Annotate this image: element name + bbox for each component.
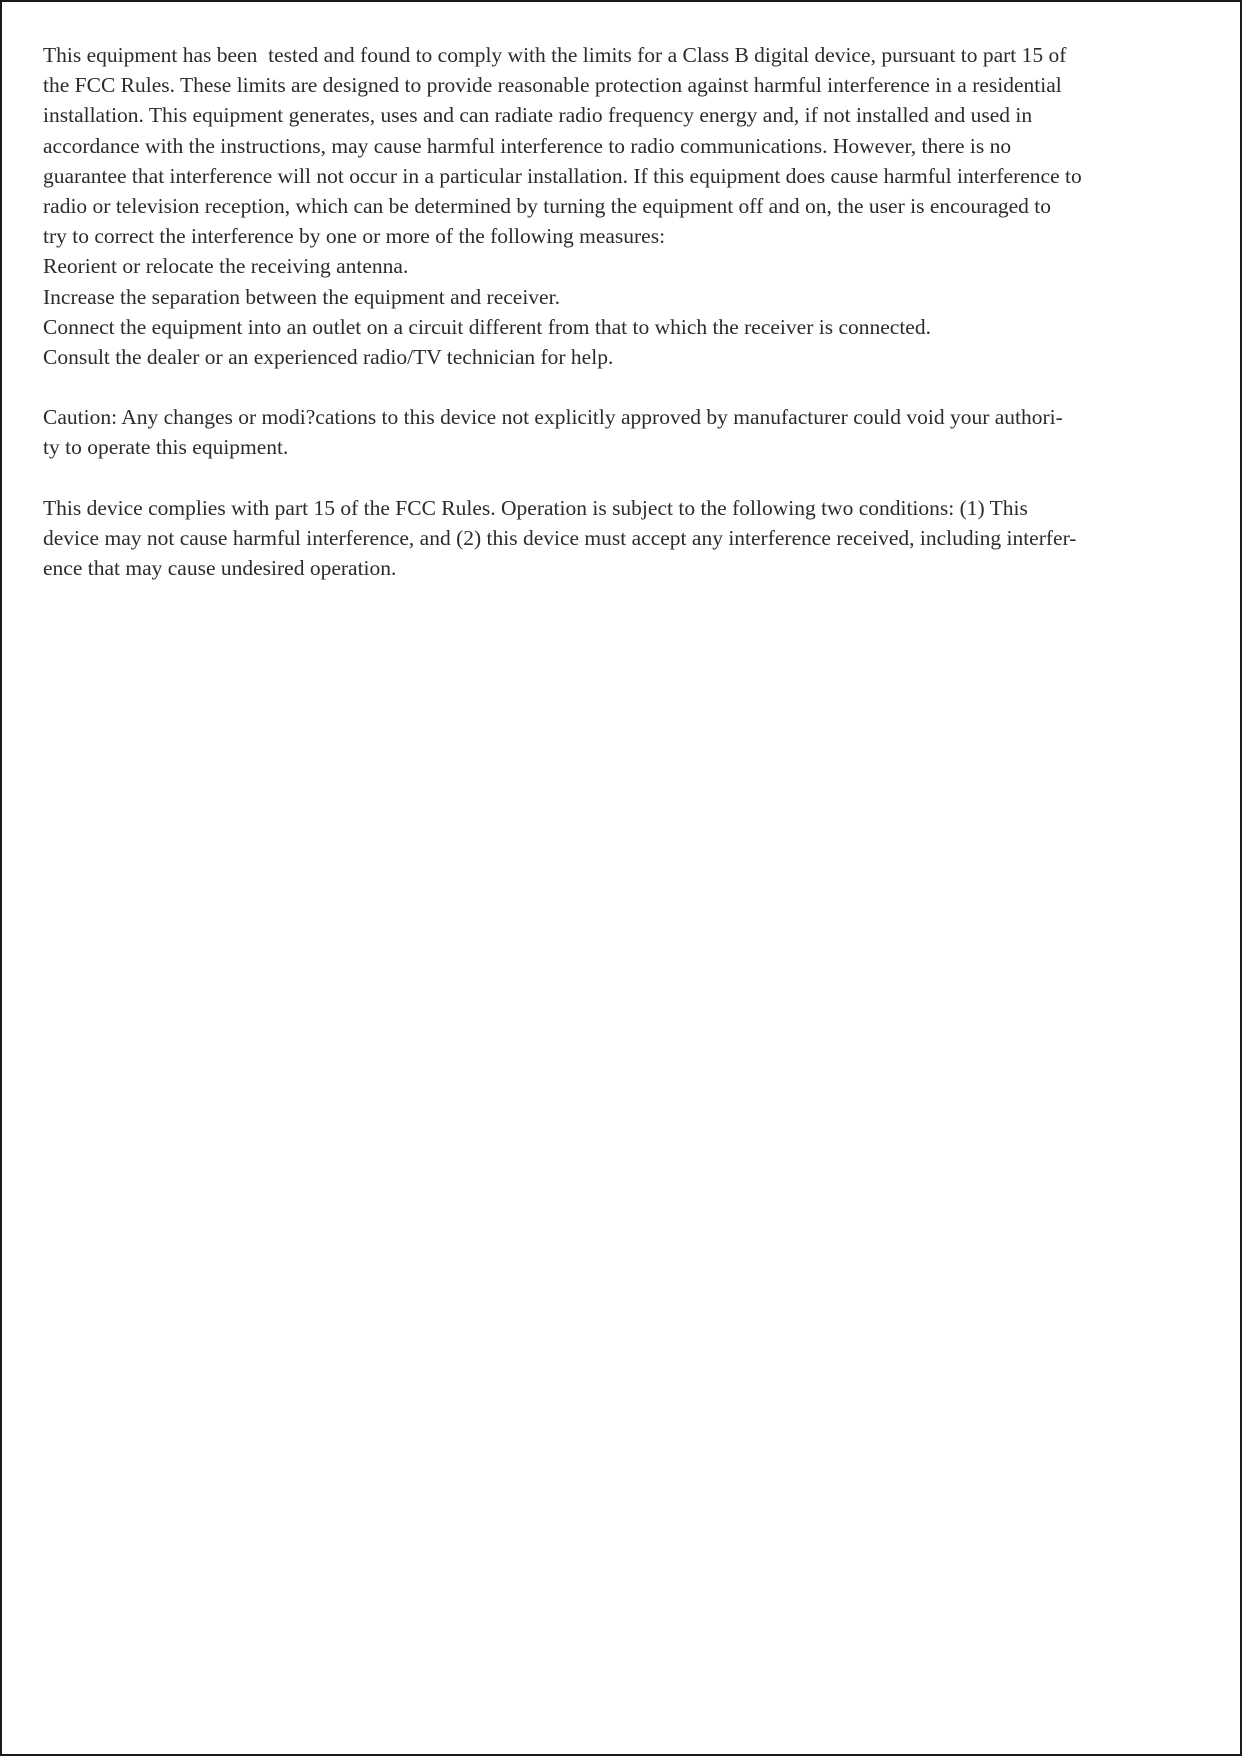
text-line: ence that may cause undesired operation. xyxy=(43,556,397,581)
text-line: radio or television reception, which can be determined by turning the equipment off and on, the user is encouraged to xyxy=(43,194,1052,219)
text-line: ty to operate this equipment. xyxy=(43,435,289,460)
text-line: installation. This equipment generates, uses and can radiate radio frequency energy and, if not installed and used in xyxy=(43,103,1033,128)
text-line: This device complies with part 15 of the FCC Rules. Operation is subject to the following two conditions: (1) This xyxy=(43,495,1028,520)
text-line: Caution: Any changes or modi?cations to this device not explicitly approved by manufacturer could void your authori- xyxy=(43,405,1063,430)
measure-item: Consult the dealer or an experienced radio/TV technician for help. xyxy=(43,345,614,370)
measure-item: Connect the equipment into an outlet on a circuit different from that to which the receiver is connected. xyxy=(43,314,931,339)
text-line: try to correct the interference by one or more of the following measures: xyxy=(43,224,666,249)
compliance-paragraph xyxy=(43,493,1200,584)
text-line: the FCC Rules. These limits are designed to provide reasonable protection against harmful interference in a residential xyxy=(43,73,1062,98)
text-line: guarantee that interference will not occur in a particular installation. If this equipment does cause harmful interference to xyxy=(43,163,1082,188)
fcc-statement-paragraph xyxy=(43,40,1200,251)
measures-list xyxy=(43,251,1200,372)
paragraph-spacer xyxy=(43,372,1200,402)
measure-item: Reorient or relocate the receiving antenna. xyxy=(43,254,409,279)
text-line: device may not cause harmful interference, and (2) this device must accept any interference received, including interfer- xyxy=(43,525,1077,550)
measure-item: Increase the separation between the equipment and receiver. xyxy=(43,284,560,309)
caution-paragraph xyxy=(43,402,1200,462)
text-line: accordance with the instructions, may cause harmful interference to radio communications. However, there is no xyxy=(43,133,1012,158)
paragraph-spacer xyxy=(43,463,1200,493)
text-line: This equipment has been tested and found to comply with the limits for a Class B digital device, pursuant to part 15 of xyxy=(43,43,1067,67)
